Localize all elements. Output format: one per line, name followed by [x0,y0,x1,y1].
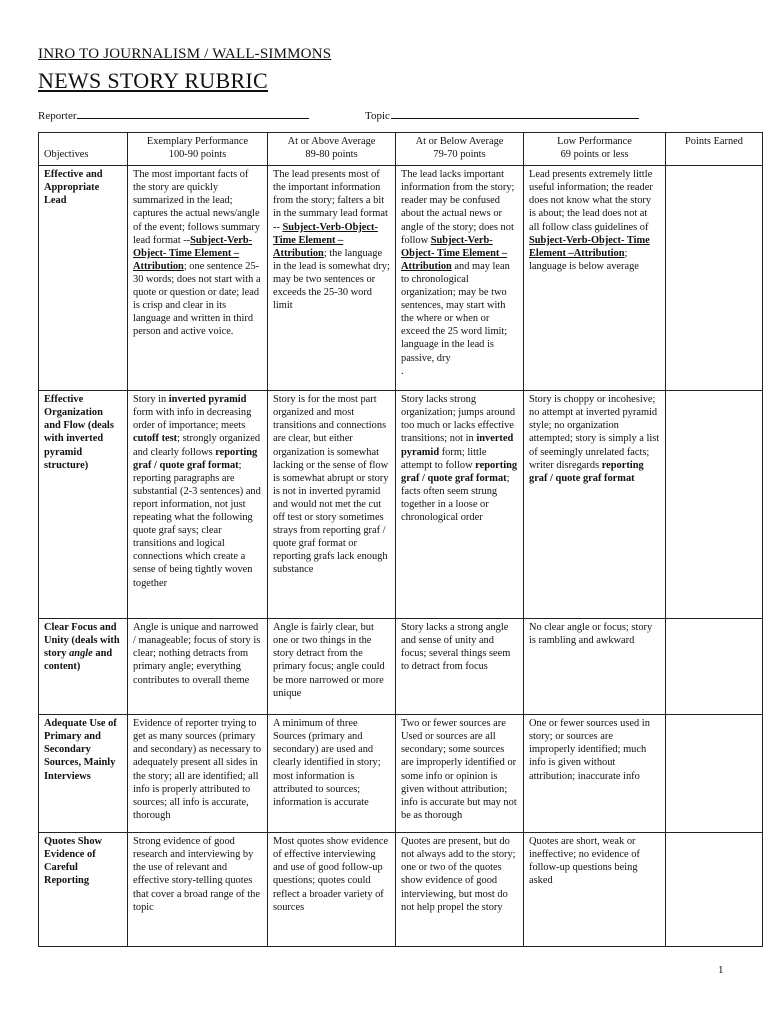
below-cell: Story lacks a strong angle and sense of unity and focus; several things seem to detract from focus [396,619,524,715]
course-title: INRO TO JOURNALISM / WALL-SIMMONS [38,46,332,62]
below-header: At or Below Average 79-70 points [396,133,524,166]
below-cell: Quotes are present, but do not always add to the story; one or two of the quotes show evidence of good interviewing, but most do not help propel the story [396,833,524,947]
objective-cell: Clear Focus and Unity (deals with story angle and content) [39,619,128,715]
low-cell: Quotes are short, weak or ineffective; no evidence of follow-up questions being asked [524,833,666,947]
below-cell: The lead lacks important information from the story; reader may be confused about the actual news or angle of the story; does not follow Subject-Verb-Object- Time Element – Attribution and may lean to chronological organization; may be two sentences, may start with the where or when or exceed the 25 word limit; language in the lead is passive, dry . [396,166,524,391]
reporter-line[interactable] [77,108,309,119]
reporter-label: Reporter [38,110,77,122]
topic-label: Topic [365,110,390,122]
exemplary-cell: Story in inverted pyramid form with info in decreasing order of importance; meets cutoff test; strongly organized and clearly follows reporting graf / quote graf format; reporting paragraphs are substantial (2-3 sentences) and report information, not just repeating what the following quote graf says; clear transitions and logical connections which create a sense of being tightly woven together [128,391,268,619]
exemplary-header: Exemplary Performance 100-90 points [128,133,268,166]
rubric-table [38,132,763,947]
above-header: At or Above Average 89-80 points [268,133,396,166]
rubric-title: NEWS STORY RUBRIC [38,68,269,93]
points-earned-cell[interactable] [666,391,763,619]
exemplary-cell: The most important facts of the story are quickly summarized in the lead; captures the actual news/angle of the event; follows summary lead format --Subject-Verb-Object- Time Element – Attribution; one sentence 25-30 words; does not start with a quote or question or date; lead is crisp and clear in its language and written in third person and active voice. [128,166,268,391]
points-earned-header: Points Earned [666,133,763,166]
above-cell: Most quotes show evidence of effective interviewing and use of good follow-up questions; quotes could reflect a broader variety of sources [268,833,396,947]
header-row [39,133,763,166]
objectives-header: Objectives [39,133,128,166]
objective-cell: Adequate Use of Primary and Secondary Sources, Mainly Interviews [39,715,128,833]
table-row [39,391,763,619]
low-cell: One or fewer sources used in story; or sources are improperly identified; much info is given without attribution; inaccurate info [524,715,666,833]
reporter-field [38,108,309,122]
table-row [39,833,763,947]
objective-cell: Effective Organization and Flow (deals with inverted pyramid structure) [39,391,128,619]
points-earned-cell[interactable] [666,166,763,391]
table-row [39,619,763,715]
points-earned-cell[interactable] [666,715,763,833]
exemplary-cell: Evidence of reporter trying to get as many sources (primary and secondary) as necessary to adequately present all sides in the story; all are identified; all info is properly attributed to sources; all info is accurate, thorough [128,715,268,833]
above-cell: A minimum of three Sources (primary and secondary) are used and clearly identified in story; most information is attributed to sources; information is accurate [268,715,396,833]
below-cell: Two or fewer sources are Used or sources are all secondary; some sources are improperly identified or some info or opinion is given without attribution; info is accurate but may not be as thorough [396,715,524,833]
points-earned-cell[interactable] [666,833,763,947]
low-cell: No clear angle or focus; story is rambling and awkward [524,619,666,715]
above-cell: Story is for the most part organized and most transitions and connections are clear, but either organization is somewhat lacking or the sense of flow is somewhat abrupt or story is not in inverted pyramid and would not met the cut off test or story sometimes strays from reporting graf / quote graf format or reporting grafs lack enough substance [268,391,396,619]
exemplary-cell: Strong evidence of good research and interviewing by the use of relevant and effective story-telling quotes that cover a broad range of the topic [128,833,268,947]
topic-line[interactable] [391,108,639,119]
exemplary-cell: Angle is unique and narrowed / manageable; focus of story is clear; nothing detracts from primary angle; everything contributes to overall theme [128,619,268,715]
points-earned-cell[interactable] [666,619,763,715]
objective-cell: Effective and Appropriate Lead [39,166,128,391]
table-row [39,166,763,391]
low-cell: Lead presents extremely little useful information; the reader does not know what the story is about; the lead does not at all follow class guidelines of Subject-Verb-Object- Time Element –Attribution; language is below average [524,166,666,391]
above-cell: Angle is fairly clear, but one or two things in the story detract from the primary focus; angle could be more narrowed or more unique [268,619,396,715]
below-cell: Story lacks strong organization; jumps around too much or lacks effective transitions; not in inverted pyramid form; little attempt to follow reporting graf / quote graf format; facts often seem strung together in a loose or chronological order [396,391,524,619]
above-cell: The lead presents most of the important information from the story; falters a bit in the summary lead format -- Subject-Verb-Object- Time Element – Attribution; the language in the lead is somewhat dry; may be two sentences or exceeds the 25-30 word limit [268,166,396,391]
table-row [39,715,763,833]
objective-cell: Quotes Show Evidence of Careful Reporting [39,833,128,947]
low-cell: Story is choppy or incohesive; no attempt at inverted pyramid style; no organization attempted; story is simply a list of seemingly unrelated facts; writer disregards reporting graf / quote graf format [524,391,666,619]
page-number: 1 [718,964,724,976]
topic-field [365,108,639,122]
low-header: Low Performance 69 points or less [524,133,666,166]
